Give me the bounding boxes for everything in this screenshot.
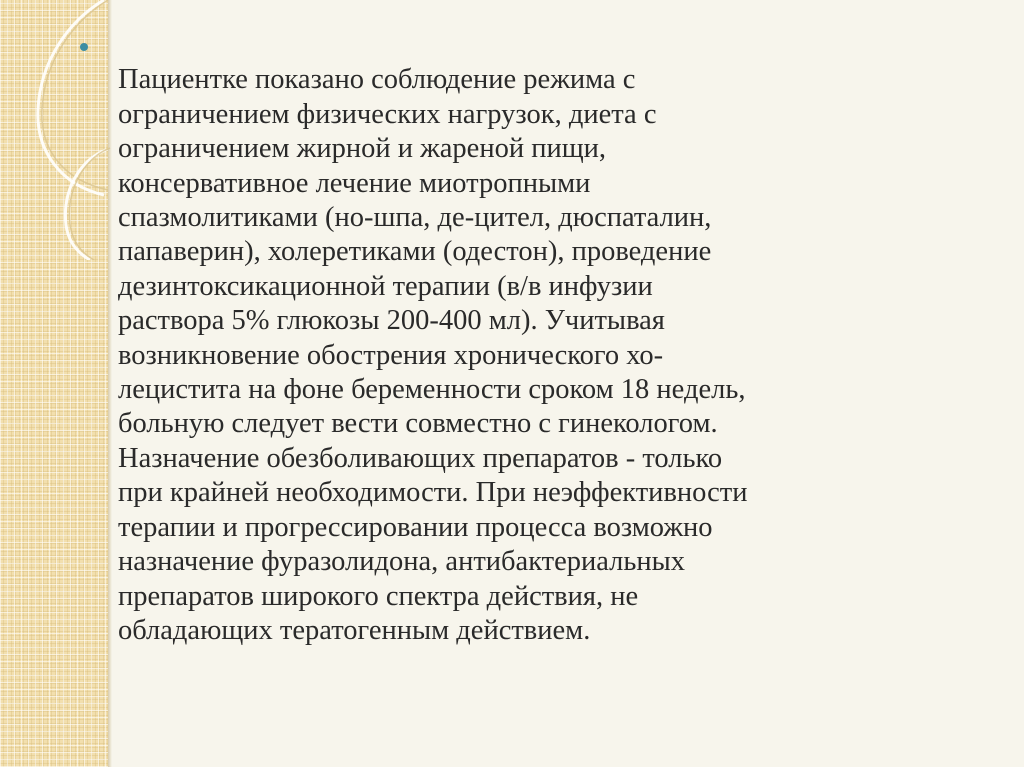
slide-content <box>80 29 980 648</box>
bullet-dot-icon <box>80 43 88 51</box>
bullet-text: Пациентке показано соблюдение режима с ограничением физических нагрузок, диета с ограничением жирной и жареной пищи, консервативное лечение миотропными спазмолитиками (но-шпа, де-цител, дюспаталин, папаверин), холеретиками (одестон), проведение дезинтоксикационной терапии (в/в инфузии раствора 5% глюкозы 200-400 мл). Учитывая возникновение обострения хронического хо- лецистита на фоне беременности сроком 18 недель, больную следует вести совместно с гинекологом. Назначение обезболивающих препаратов - только при крайней необходимости. При неэффективности терапии и прогрессировании процесса возможно назначение фуразолидона, антибактериальных препаратов широкого спектра действия, не обладающих тератогенным действием. <box>118 64 748 646</box>
bullet-item <box>80 29 980 648</box>
